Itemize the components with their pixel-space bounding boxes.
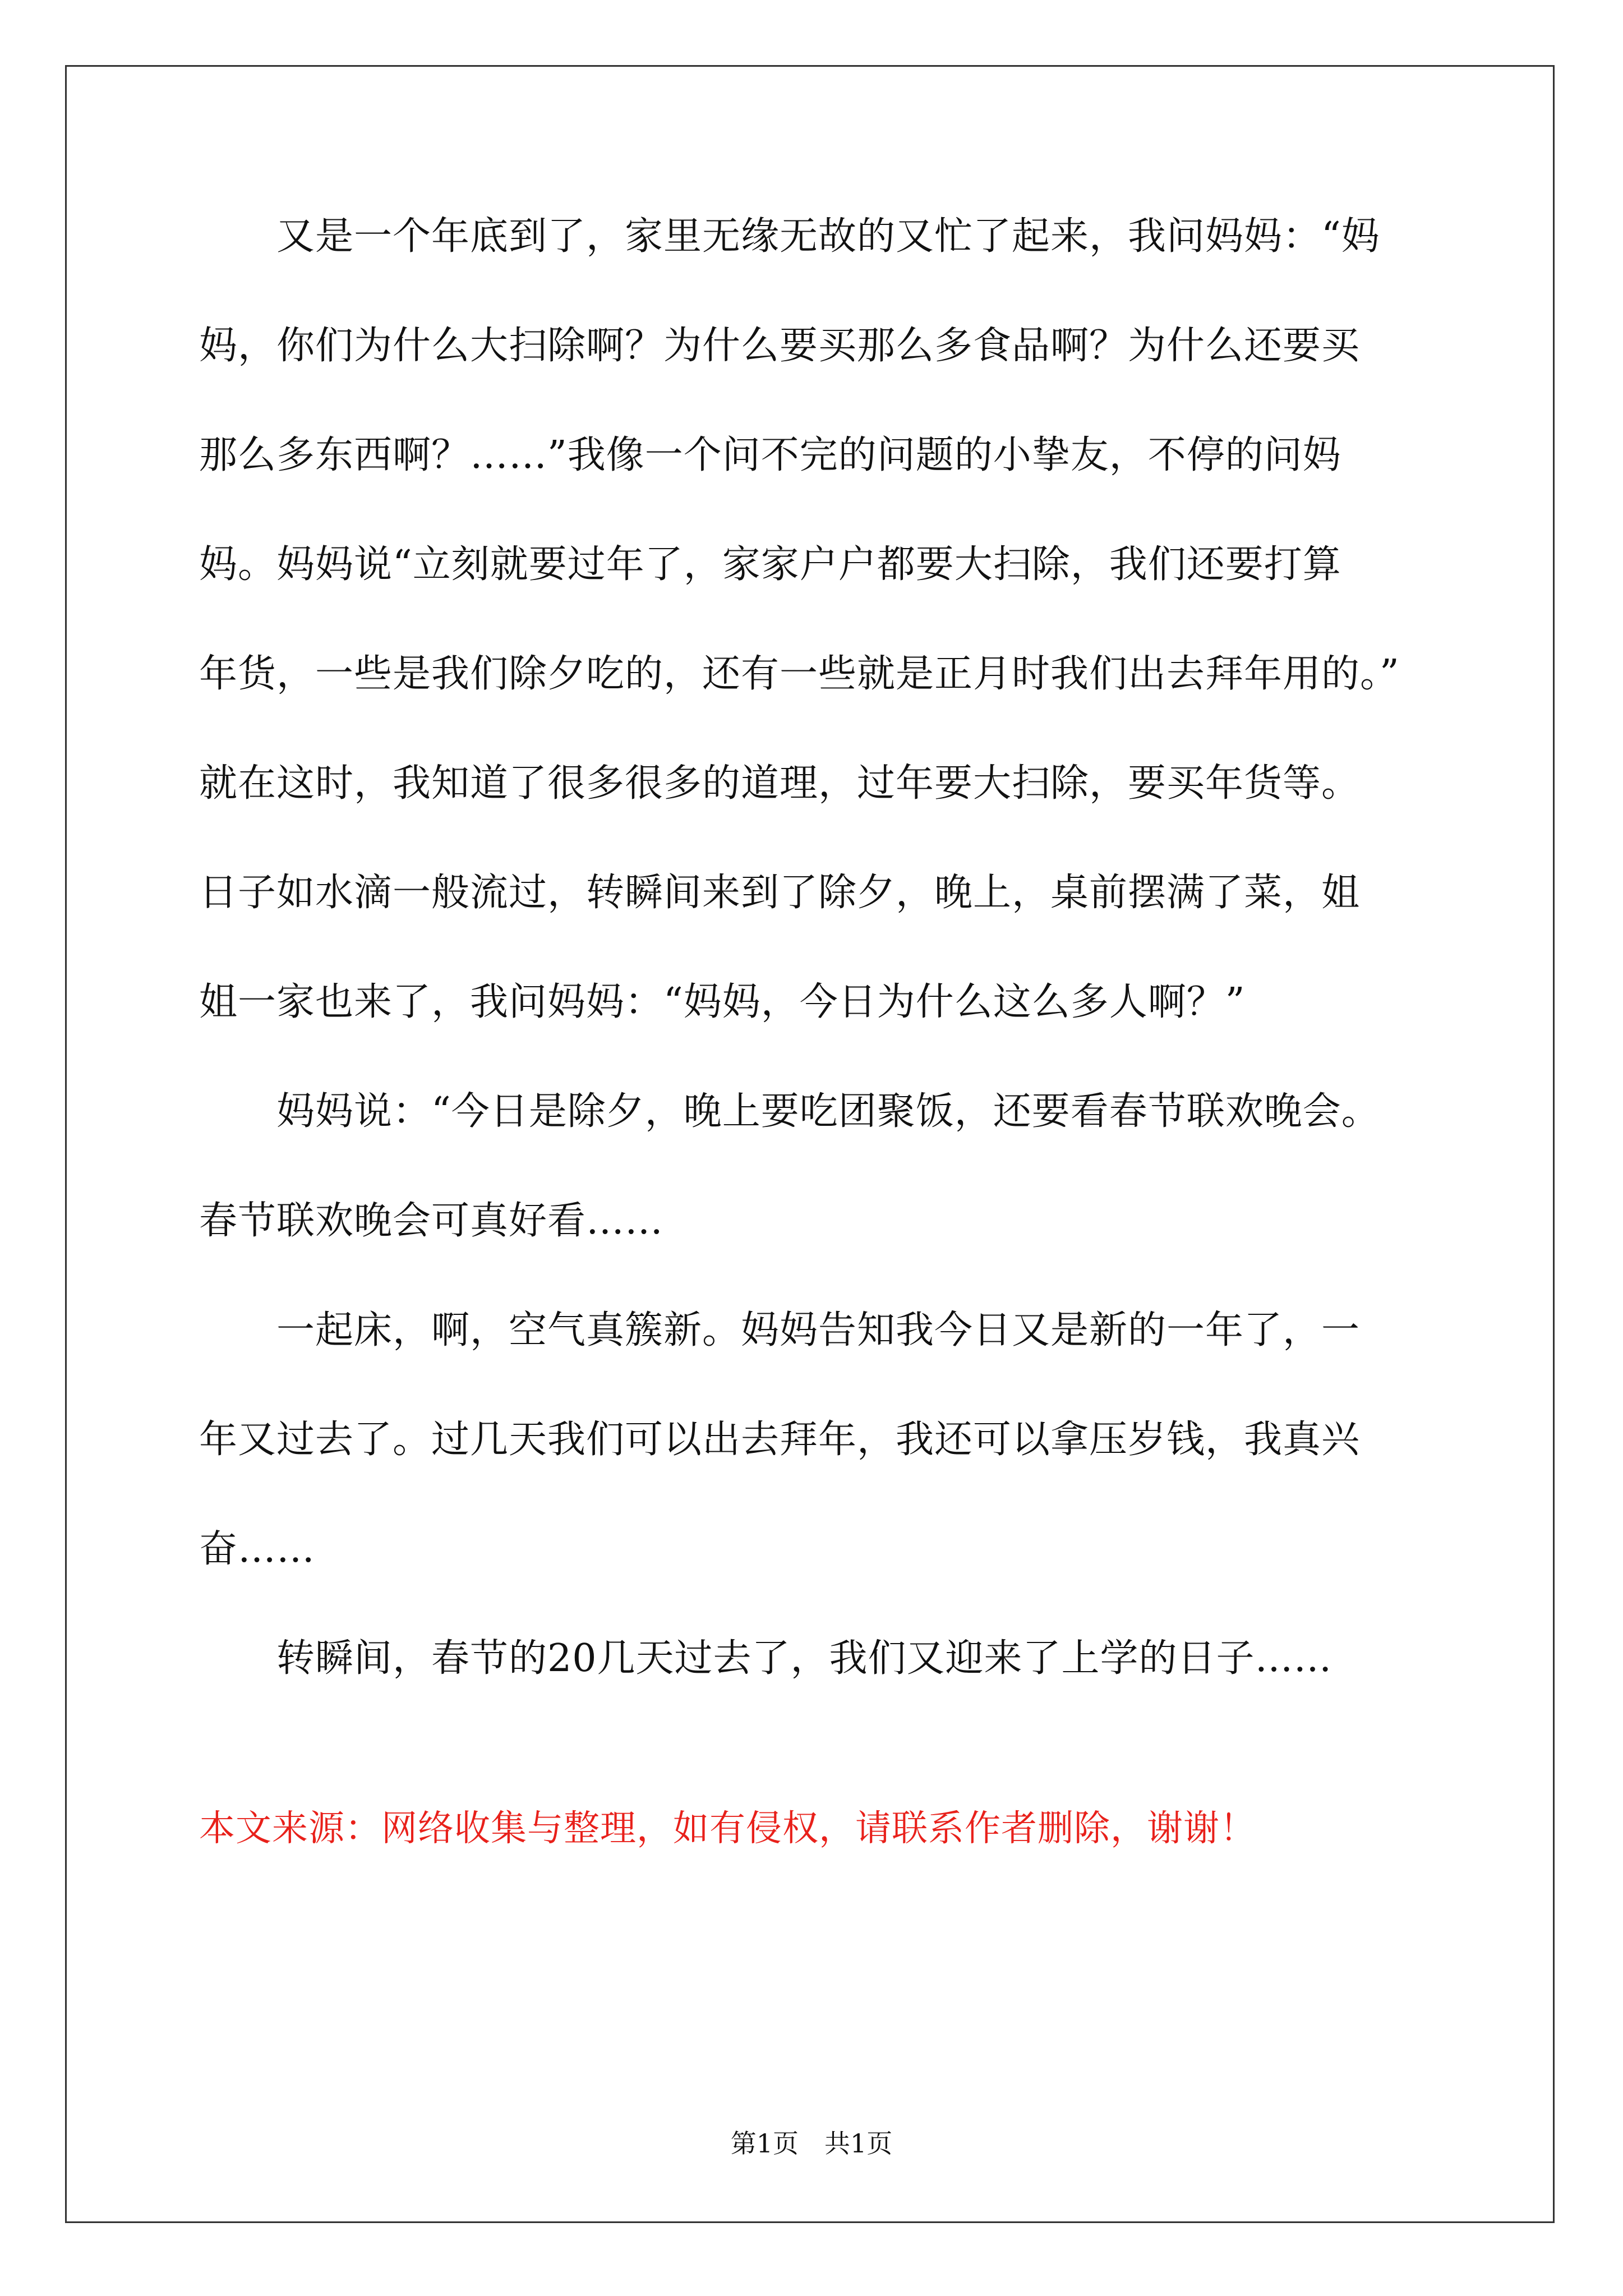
paragraph-line: 春节联欢晚会可真好看…… bbox=[199, 1199, 664, 1243]
paragraph-line: 奋…… bbox=[199, 1527, 316, 1571]
document-body bbox=[199, 214, 1506, 1681]
source-disclaimer: 本文来源：网络收集与整理，如有侵权，请联系作者删除，谢谢！ bbox=[199, 1808, 1256, 1849]
paragraph-line: 妈。妈妈说“立刻就要过年了，家家户户都要大扫除，我们还要打算 bbox=[199, 542, 1341, 587]
paragraph-line: 就在这时，我知道了很多很多的道理，过年要大扫除，要买年货等。 bbox=[199, 761, 1361, 806]
paragraph-line: 转瞬间，春节的20几天过去了，我们又迎来了上学的日子…… bbox=[199, 1636, 1332, 1681]
paragraph-line: 妈妈说：“今日是除夕，晚上要吃团聚饭，还要看春节联欢晚会。 bbox=[199, 1089, 1380, 1134]
paragraph-line: 日子如水滴一般流过，转瞬间来到了除夕，晚上，桌前摆满了菜，姐 bbox=[199, 871, 1361, 915]
page-number-footer: 第1页 共1页 bbox=[730, 2128, 893, 2159]
paragraph-line: 那么多东西啊？……”我像一个问不完的问题的小挚友，不停的问妈 bbox=[199, 433, 1341, 477]
paragraph-line: 姐一家也来了，我问妈妈：“妈妈，今日为什么这么多人啊？” bbox=[199, 980, 1246, 1024]
paragraph-line: 一起床，啊，空气真簇新。妈妈告知我今日又是新的一年了，一 bbox=[199, 1308, 1361, 1352]
paragraph-line: 妈，你们为什么大扫除啊？为什么要买那么多食品啊？为什么还要买 bbox=[199, 324, 1361, 368]
paragraph-line: 年又过去了。过几天我们可以出去拜年，我还可以拿压岁钱，我真兴 bbox=[199, 1418, 1361, 1462]
paragraph-line: 年货，一些是我们除夕吃的，还有一些就是正月时我们出去拜年用的。” bbox=[199, 652, 1400, 696]
paragraph-line: 又是一个年底到了，家里无缘无故的又忙了起来，我问妈妈：“妈 bbox=[199, 214, 1380, 259]
